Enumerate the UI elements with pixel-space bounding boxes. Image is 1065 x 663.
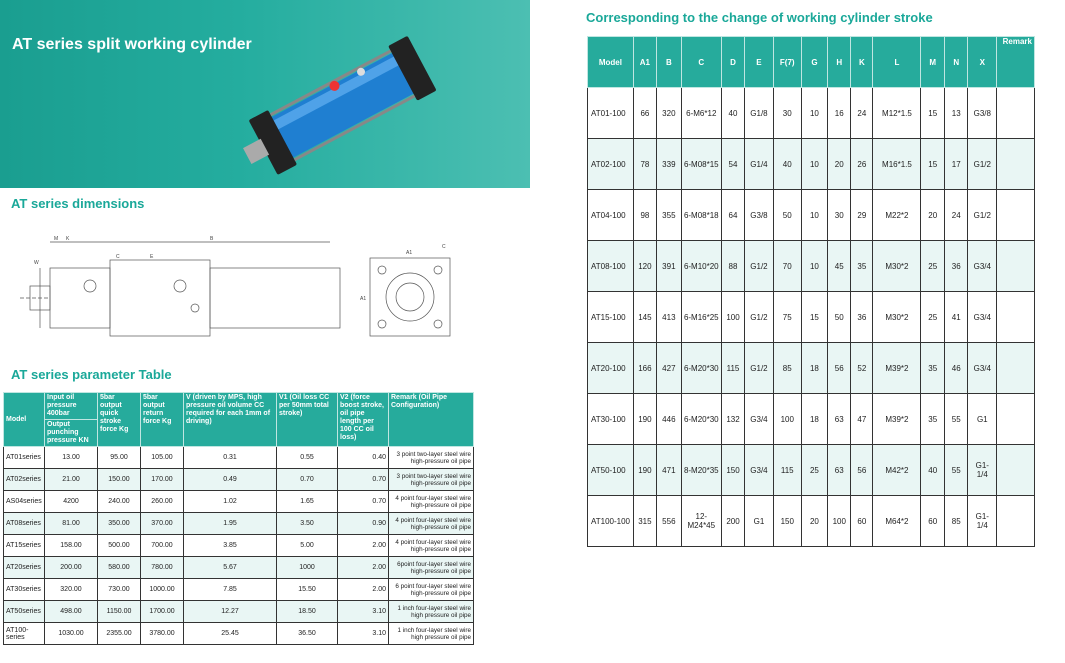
table-cell: G1/2 xyxy=(745,343,774,394)
model-cell: AT02series xyxy=(4,469,45,491)
table-cell: 25 xyxy=(921,292,944,343)
table-cell: G3/4 xyxy=(745,394,774,445)
table-cell: 320.00 xyxy=(45,579,98,601)
table-cell: 2.00 xyxy=(338,535,389,557)
model-cell: AT100-series xyxy=(4,623,45,645)
table-cell: 40 xyxy=(773,139,801,190)
remark-cell: 6 point four-layer steel wire high-pressure oil pipe xyxy=(389,579,474,601)
table-cell: 0.40 xyxy=(338,447,389,469)
remark-cell: 1 inch four-layer steel wire high pressure oil pipe xyxy=(389,623,474,645)
col-header-input: Input oil pressure 400bar xyxy=(45,393,98,420)
hero-banner xyxy=(0,0,530,188)
table-cell: 6-M08*18 xyxy=(681,190,721,241)
table-cell: 158.00 xyxy=(45,535,98,557)
table-cell: 780.00 xyxy=(141,557,184,579)
table-cell: 98 xyxy=(633,190,656,241)
table-cell: 427 xyxy=(657,343,682,394)
table-cell: 6-M10*20 xyxy=(681,241,721,292)
table-row xyxy=(588,241,1035,292)
table-cell: 3.85 xyxy=(184,535,277,557)
table-cell: 1700.00 xyxy=(141,601,184,623)
table-cell: G1-1/4 xyxy=(968,496,997,547)
table-cell: 30 xyxy=(828,190,851,241)
model-cell: AT15-100 xyxy=(588,292,634,343)
table-cell: 391 xyxy=(657,241,682,292)
table-cell: 60 xyxy=(851,496,873,547)
table-cell: 30 xyxy=(773,88,801,139)
remark-cell: 3 point two-layer steel wire high-pressure oil pipe xyxy=(389,469,474,491)
table-cell: G1/8 xyxy=(745,88,774,139)
col-header: L xyxy=(873,37,921,88)
table-cell: 40 xyxy=(921,445,944,496)
table-cell: 20 xyxy=(828,139,851,190)
table-cell: 105.00 xyxy=(141,447,184,469)
table-cell: 13.00 xyxy=(45,447,98,469)
table-cell: 36.50 xyxy=(277,623,338,645)
stroke-table xyxy=(587,36,1035,547)
table-cell: 85 xyxy=(944,496,967,547)
table-cell: 5.67 xyxy=(184,557,277,579)
table-cell: 60 xyxy=(921,496,944,547)
table-cell xyxy=(997,343,1035,394)
table-cell: G3/4 xyxy=(968,241,997,292)
model-cell: AT02-100 xyxy=(588,139,634,190)
drawing-label: C xyxy=(442,244,446,250)
table-row xyxy=(4,513,474,535)
table-cell: G1 xyxy=(745,496,774,547)
table-cell: 6-M16*25 xyxy=(681,292,721,343)
table-cell: 13 xyxy=(944,88,967,139)
table-cell: 10 xyxy=(801,190,827,241)
remark-cell: 4 point four-layer steel wire high-pressure oil pipe xyxy=(389,513,474,535)
table-cell: 6-M6*12 xyxy=(681,88,721,139)
table-cell: 556 xyxy=(657,496,682,547)
table-cell: 50 xyxy=(828,292,851,343)
table-cell: 15 xyxy=(921,139,944,190)
table-cell: 150.00 xyxy=(98,469,141,491)
table-row xyxy=(588,445,1035,496)
col-header: E xyxy=(745,37,774,88)
table-cell: 115 xyxy=(721,343,744,394)
table-cell: 115 xyxy=(773,445,801,496)
table-cell: 18 xyxy=(801,394,827,445)
table-cell: 100 xyxy=(828,496,851,547)
table-cell: 40 xyxy=(721,88,744,139)
table-cell: G3/8 xyxy=(745,190,774,241)
col-header: K xyxy=(851,37,873,88)
cylinder-image xyxy=(238,30,468,188)
table-cell: 63 xyxy=(828,445,851,496)
parameter-table xyxy=(3,392,474,645)
col-header: H xyxy=(828,37,851,88)
table-cell xyxy=(997,241,1035,292)
col-header-v: V (driven by MPS, high pressure oil volume CC required for each 1mm of driving) xyxy=(184,393,277,447)
table-cell: 200.00 xyxy=(45,557,98,579)
drawing-label: K xyxy=(66,236,70,242)
model-cell: AT100-100 xyxy=(588,496,634,547)
remark-cell: 3 point two-layer steel wire high-pressure oil pipe xyxy=(389,447,474,469)
table-cell: 12.27 xyxy=(184,601,277,623)
table-row xyxy=(4,623,474,645)
table-cell: 1030.00 xyxy=(45,623,98,645)
model-cell: AS04series xyxy=(4,491,45,513)
col-header: F(7) xyxy=(773,37,801,88)
table-cell: 0.31 xyxy=(184,447,277,469)
table-cell: 95.00 xyxy=(98,447,141,469)
table-cell: 81.00 xyxy=(45,513,98,535)
table-cell: 88 xyxy=(721,241,744,292)
table-cell: 85 xyxy=(773,343,801,394)
table-cell: 20 xyxy=(801,496,827,547)
table-cell: 0.70 xyxy=(338,491,389,513)
table-cell: 18 xyxy=(801,343,827,394)
table-cell: 4200 xyxy=(45,491,98,513)
table-cell: 132 xyxy=(721,394,744,445)
table-cell: 15.50 xyxy=(277,579,338,601)
table-cell: 1150.00 xyxy=(98,601,141,623)
table-cell: M22*2 xyxy=(873,190,921,241)
drawing-label: E xyxy=(150,254,154,260)
table-cell: 29 xyxy=(851,190,873,241)
table-cell: 5.00 xyxy=(277,535,338,557)
table-cell: G1/2 xyxy=(968,190,997,241)
table-cell: 12-M24*45 xyxy=(681,496,721,547)
col-header: G xyxy=(801,37,827,88)
dimensions-title: AT series dimensions xyxy=(11,196,145,211)
table-cell: M39*2 xyxy=(873,394,921,445)
table-cell: 78 xyxy=(633,139,656,190)
col-header-model: Model xyxy=(4,393,45,447)
table-cell: 2.00 xyxy=(338,579,389,601)
table-cell: 339 xyxy=(657,139,682,190)
drawing-label: A1 xyxy=(360,296,367,302)
table-cell: M42*2 xyxy=(873,445,921,496)
stroke-title: Corresponding to the change of working cylinder stroke xyxy=(586,10,933,25)
banner-title: AT series split working cylinder xyxy=(12,36,252,53)
table-row xyxy=(588,139,1035,190)
table-cell: 16 xyxy=(828,88,851,139)
table-cell: G1 xyxy=(968,394,997,445)
table-cell xyxy=(997,139,1035,190)
table-cell: 700.00 xyxy=(141,535,184,557)
table-cell: 120 xyxy=(633,241,656,292)
table-cell: 145 xyxy=(633,292,656,343)
table-cell: G3/4 xyxy=(745,445,774,496)
table-cell: 446 xyxy=(657,394,682,445)
drawing-label: C xyxy=(116,254,120,260)
table-cell: 355 xyxy=(657,190,682,241)
table-cell: 25 xyxy=(801,445,827,496)
table-cell: 3.10 xyxy=(338,623,389,645)
model-cell: AT15series xyxy=(4,535,45,557)
table-cell xyxy=(997,292,1035,343)
model-cell: AT01series xyxy=(4,447,45,469)
table-cell: 8-M20*35 xyxy=(681,445,721,496)
table-row xyxy=(588,190,1035,241)
table-cell: 320 xyxy=(657,88,682,139)
dimension-drawing xyxy=(20,228,460,348)
table-cell: 471 xyxy=(657,445,682,496)
table-cell: 190 xyxy=(633,394,656,445)
table-cell: 35 xyxy=(921,343,944,394)
table-row xyxy=(588,343,1035,394)
table-cell: M30*2 xyxy=(873,292,921,343)
table-cell: 35 xyxy=(921,394,944,445)
table-cell: G1/2 xyxy=(745,292,774,343)
remark-cell: 4 point four-layer steel wire high-pressure oil pipe xyxy=(389,535,474,557)
model-cell: AT30-100 xyxy=(588,394,634,445)
table-cell xyxy=(997,394,1035,445)
table-cell: 260.00 xyxy=(141,491,184,513)
table-cell: M16*1.5 xyxy=(873,139,921,190)
table-cell: 6-M20*30 xyxy=(681,394,721,445)
table-cell: G1-1/4 xyxy=(968,445,997,496)
table-cell: 150 xyxy=(721,445,744,496)
col-header: N xyxy=(944,37,967,88)
table-cell: 18.50 xyxy=(277,601,338,623)
table-cell: 200 xyxy=(721,496,744,547)
table-cell: 36 xyxy=(851,292,873,343)
table-cell: 10 xyxy=(801,241,827,292)
table-cell: 166 xyxy=(633,343,656,394)
table-cell: 70 xyxy=(773,241,801,292)
model-cell: AT30series xyxy=(4,579,45,601)
table-cell: 1000 xyxy=(277,557,338,579)
table-cell: 56 xyxy=(851,445,873,496)
table-row xyxy=(4,535,474,557)
table-cell: 10 xyxy=(801,88,827,139)
model-cell: AT50series xyxy=(4,601,45,623)
table-cell xyxy=(997,88,1035,139)
table-cell xyxy=(997,445,1035,496)
table-cell: 240.00 xyxy=(98,491,141,513)
col-header-v1: V1 (Oil loss CC per 50mm total stroke) xyxy=(277,393,338,447)
table-cell: 1.65 xyxy=(277,491,338,513)
table-cell: 730.00 xyxy=(98,579,141,601)
table-cell: G3/4 xyxy=(968,343,997,394)
model-cell: AT20series xyxy=(4,557,45,579)
table-cell: G3/8 xyxy=(968,88,997,139)
table-cell: 55 xyxy=(944,445,967,496)
col-header: C xyxy=(681,37,721,88)
table-cell: 20 xyxy=(921,190,944,241)
table-cell: 46 xyxy=(944,343,967,394)
model-cell: AT20-100 xyxy=(588,343,634,394)
col-header-output-punch: Output punching pressure KN xyxy=(45,420,98,447)
table-cell: G3/4 xyxy=(968,292,997,343)
table-row xyxy=(4,557,474,579)
col-header-quick: 5bar output quick stroke force Kg xyxy=(98,393,141,447)
table-cell: 41 xyxy=(944,292,967,343)
table-cell: 0.70 xyxy=(277,469,338,491)
parameter-title: AT series parameter Table xyxy=(11,367,172,382)
col-header: X xyxy=(968,37,997,88)
drawing-label: B xyxy=(210,236,214,242)
table-cell: 100 xyxy=(721,292,744,343)
model-cell: AT50-100 xyxy=(588,445,634,496)
table-cell: 63 xyxy=(828,394,851,445)
table-row xyxy=(588,292,1035,343)
table-cell: 50 xyxy=(773,190,801,241)
table-cell: 35 xyxy=(851,241,873,292)
table-cell: 370.00 xyxy=(141,513,184,535)
table-cell: M39*2 xyxy=(873,343,921,394)
col-header: M xyxy=(921,37,944,88)
table-cell: 350.00 xyxy=(98,513,141,535)
drawing-label: A1 xyxy=(406,250,413,256)
table-cell: 15 xyxy=(801,292,827,343)
table-cell: 26 xyxy=(851,139,873,190)
table-cell: 315 xyxy=(633,496,656,547)
table-cell: 1000.00 xyxy=(141,579,184,601)
table-cell: M64*2 xyxy=(873,496,921,547)
table-cell: 0.90 xyxy=(338,513,389,535)
table-cell: 2355.00 xyxy=(98,623,141,645)
table-cell: 1.95 xyxy=(184,513,277,535)
table-cell: 56 xyxy=(828,343,851,394)
table-row xyxy=(4,469,474,491)
table-cell: 0.70 xyxy=(338,469,389,491)
table-cell: 17 xyxy=(944,139,967,190)
remark-cell: 6point four-layer steel wire high-pressure oil pipe xyxy=(389,557,474,579)
table-cell: 24 xyxy=(851,88,873,139)
col-header: Model xyxy=(588,37,634,88)
table-cell: 3780.00 xyxy=(141,623,184,645)
col-header: D xyxy=(721,37,744,88)
table-cell: 2.00 xyxy=(338,557,389,579)
model-cell: AT08series xyxy=(4,513,45,535)
col-header-remark: Remark (Oil Pipe Configuration) xyxy=(389,393,474,447)
table-cell: 100 xyxy=(773,394,801,445)
table-cell: 10 xyxy=(801,139,827,190)
table-cell xyxy=(997,190,1035,241)
table-cell: 1.02 xyxy=(184,491,277,513)
col-header: Remark xyxy=(997,37,1035,88)
model-cell: AT01-100 xyxy=(588,88,634,139)
table-cell: G1/4 xyxy=(745,139,774,190)
table-cell: 170.00 xyxy=(141,469,184,491)
table-row xyxy=(4,579,474,601)
col-header: B xyxy=(657,37,682,88)
table-cell: 64 xyxy=(721,190,744,241)
remark-cell: 1 inch four-layer steel wire high pressure oil pipe xyxy=(389,601,474,623)
table-cell: 45 xyxy=(828,241,851,292)
table-cell: 25.45 xyxy=(184,623,277,645)
table-row xyxy=(588,394,1035,445)
table-cell: G1/2 xyxy=(968,139,997,190)
table-cell: 7.85 xyxy=(184,579,277,601)
table-cell: 413 xyxy=(657,292,682,343)
table-cell: 47 xyxy=(851,394,873,445)
table-cell: 0.55 xyxy=(277,447,338,469)
table-row xyxy=(588,496,1035,547)
col-header: A1 xyxy=(633,37,656,88)
table-cell: 15 xyxy=(921,88,944,139)
table-cell: 190 xyxy=(633,445,656,496)
table-cell: 75 xyxy=(773,292,801,343)
table-cell: G1/2 xyxy=(745,241,774,292)
drawing-label: M xyxy=(54,236,59,242)
table-cell: 54 xyxy=(721,139,744,190)
drawing-label: W xyxy=(34,260,39,266)
model-cell: AT08-100 xyxy=(588,241,634,292)
table-cell: 21.00 xyxy=(45,469,98,491)
table-cell: 36 xyxy=(944,241,967,292)
table-cell: 500.00 xyxy=(98,535,141,557)
table-cell: 0.49 xyxy=(184,469,277,491)
table-cell: 3.50 xyxy=(277,513,338,535)
table-cell: 3.10 xyxy=(338,601,389,623)
table-cell: 25 xyxy=(921,241,944,292)
col-header-return: 5bar output return force Kg xyxy=(141,393,184,447)
table-cell: M12*1.5 xyxy=(873,88,921,139)
table-cell: 6-M08*15 xyxy=(681,139,721,190)
table-cell: 24 xyxy=(944,190,967,241)
table-cell: 150 xyxy=(773,496,801,547)
table-row xyxy=(4,601,474,623)
table-cell: 52 xyxy=(851,343,873,394)
table-row xyxy=(4,491,474,513)
table-cell: 6-M20*30 xyxy=(681,343,721,394)
remark-cell: 4 point four-layer steel wire high-pressure oil pipe xyxy=(389,491,474,513)
model-cell: AT04-100 xyxy=(588,190,634,241)
col-header-v2: V2 (force boost stroke, oil pipe length per 100 CC oil loss) xyxy=(338,393,389,447)
table-cell xyxy=(997,496,1035,547)
table-cell: 55 xyxy=(944,394,967,445)
table-row xyxy=(588,88,1035,139)
table-row xyxy=(4,447,474,469)
table-cell: 498.00 xyxy=(45,601,98,623)
table-cell: M30*2 xyxy=(873,241,921,292)
table-cell: 580.00 xyxy=(98,557,141,579)
table-cell: 66 xyxy=(633,88,656,139)
